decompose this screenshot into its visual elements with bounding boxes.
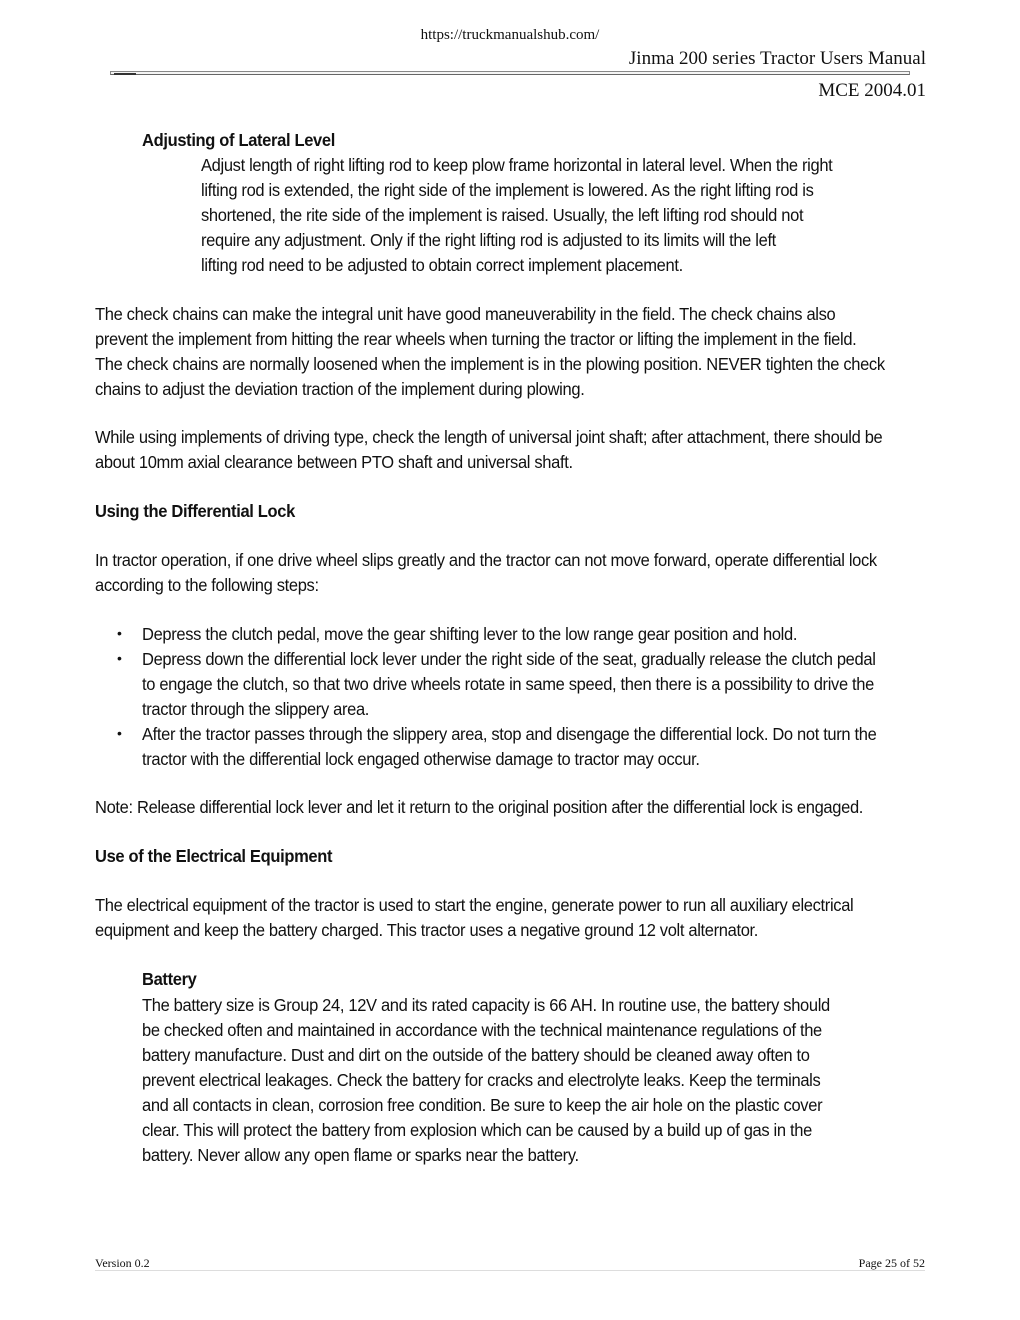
text-line: Adjust length of right lifting rod to keep plow frame horizontal in lateral level. When the right	[201, 155, 833, 175]
text-line: The check chains can make the integral unit have good maneuverability in the field. The check chains also	[95, 304, 836, 324]
differential-lock-heading: Using the Differential Lock	[95, 501, 295, 521]
text-line: prevent electrical leakages. Check the battery for cracks and electrolyte leaks. Keep the terminals	[142, 1070, 821, 1090]
check-chains-paragraph	[95, 302, 918, 402]
text-line: require any adjustment. Only if the right lifting rod is adjusted to its limits will the left	[201, 230, 776, 250]
text-line: After the tractor passes through the slippery area, stop and disengage the differential lock. Do not turn the	[142, 724, 877, 744]
text-line: Depress the clutch pedal, move the gear shifting lever to the low range gear position and hold.	[142, 624, 798, 644]
manual-title: Jinma 200 series Tractor Users Manual	[628, 48, 926, 69]
lateral-level-body	[201, 153, 859, 278]
source-url: https://truckmanualshub.com/	[420, 27, 600, 43]
text-line: Depress down the differential lock lever under the right side of the seat, gradually release the clutch pedal	[142, 649, 876, 669]
text-line: clear. This will protect the battery from explosion which can be caused by a build up of gas in the	[142, 1120, 812, 1140]
text-line: battery manufacture. Dust and dirt on the outside of the battery should be cleaned away often to	[142, 1045, 810, 1065]
header-logo-mark	[114, 73, 136, 80]
text-line: The check chains are normally loosened when the implement is in the plowing position. NEVER tighten the check	[95, 354, 885, 374]
text-line: While using implements of driving type, check the length of universal joint shaft; after attachment, there should be	[95, 427, 883, 447]
page-number: Page 25 of 52	[858, 1256, 925, 1270]
footer-rule	[95, 1270, 925, 1271]
differential-lock-intro	[95, 548, 909, 598]
text-line: lifting rod is extended, the right side of the implement is lowered. As the right lifting rod is	[201, 180, 814, 200]
driving-type-paragraph	[95, 425, 915, 475]
text-line: The battery size is Group 24, 12V and its rated capacity is 66 AH. In routine use, the battery should	[142, 995, 830, 1015]
electrical-equipment-intro	[95, 893, 885, 943]
text-line: prevent the implement from hitting the rear wheels when turning the tractor or lifting the implement in the field.	[95, 329, 857, 349]
text-line: to engage the clutch, so that two drive wheels rotate in same speed, then there is a possibility to drive the	[142, 674, 874, 694]
text-line: and all contacts in clean, corrosion free condition. Be sure to keep the air hole on the plastic cover	[142, 1095, 823, 1115]
battery-heading: Battery	[142, 969, 197, 989]
bullet-icon: •	[117, 650, 122, 666]
text-line: tractor through the slippery area.	[142, 699, 370, 719]
electrical-equipment-heading: Use of the Electrical Equipment	[95, 846, 333, 866]
header-rule	[110, 71, 910, 75]
text-line: shortened, the rite side of the implement is raised. Usually, the left lifting rod should not	[201, 205, 804, 225]
bullet-icon: •	[117, 625, 122, 641]
text-line: be checked often and maintained in accordance with the technical maintenance regulations of the	[142, 1020, 822, 1040]
bullet-icon: •	[117, 725, 122, 741]
text-line: The electrical equipment of the tractor is used to start the engine, generate power to run all auxiliary electrical	[95, 895, 854, 915]
text-line: chains to adjust the deviation traction of the implement during plowing.	[95, 379, 585, 399]
text-line: about 10mm axial clearance between PTO shaft and universal shaft.	[95, 452, 573, 472]
battery-paragraph	[142, 993, 859, 1168]
differential-lock-note: Note: Release differential lock lever and let it return to the original position after the differential lock is engaged.	[95, 797, 864, 817]
text-line: tractor with the differential lock engaged otherwise damage to tractor may occur.	[142, 749, 700, 769]
text-line: equipment and keep the battery charged. This tractor uses a negative ground 12 volt alternator.	[95, 920, 759, 940]
lateral-level-heading: Adjusting of Lateral Level	[142, 130, 335, 150]
document-code: MCE 2004.01	[818, 80, 926, 101]
text-line: according to the following steps:	[95, 575, 319, 595]
text-line: battery. Never allow any open flame or sparks near the battery.	[142, 1145, 579, 1165]
text-line: In tractor operation, if one drive wheel slips greatly and the tractor can not move forward, operate differential lock	[95, 550, 877, 570]
text-line: lifting rod need to be adjusted to obtain correct implement placement.	[201, 255, 683, 275]
version-label: Version 0.2	[95, 1256, 150, 1270]
